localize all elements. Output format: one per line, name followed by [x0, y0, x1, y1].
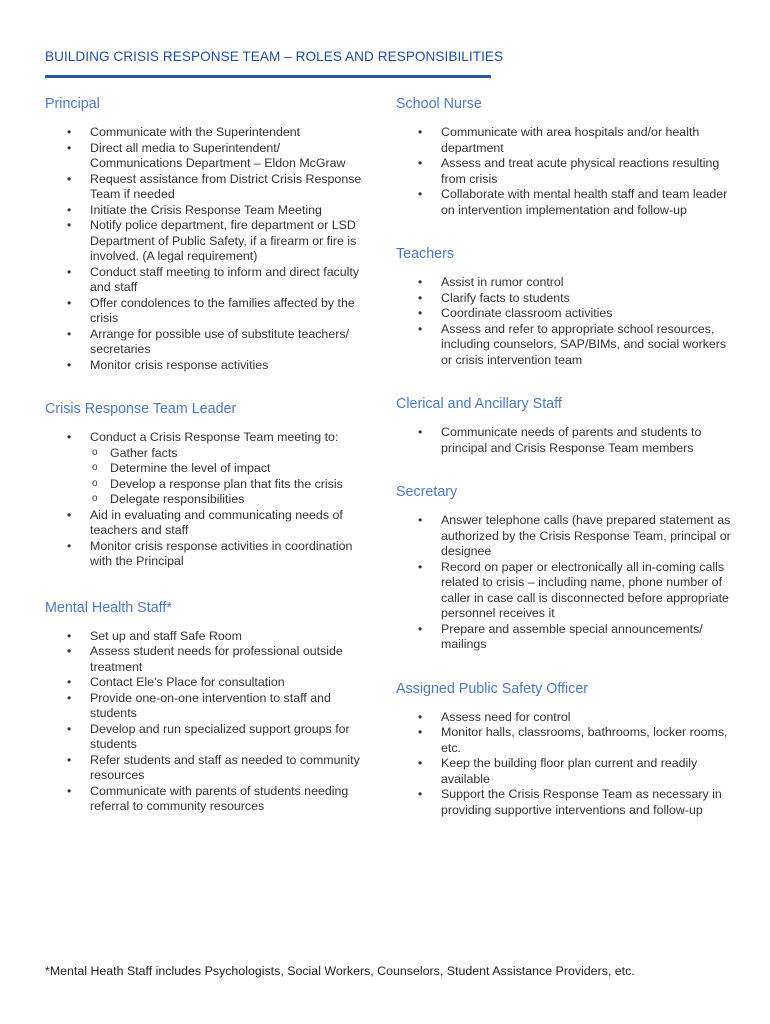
list-item: • Monitor crisis response activities in coordination with the Principal	[45, 539, 375, 570]
list-item: • Aid in evaluating and communicating needs of teachers and staff	[45, 508, 375, 539]
list-item: • Record on paper or electronically all in-coming calls related to crisis – including name, phone number of caller in case call is disconnected before appropriate personnel receives it	[396, 560, 736, 622]
teachers-heading: Teachers	[396, 246, 455, 262]
clerical-heading: Clerical and Ancillary Staff	[396, 396, 562, 412]
title-underline	[45, 75, 491, 78]
list-item: • Develop and run specialized support groups for students	[45, 722, 375, 753]
list-item: • Offer condolences to the families affected by the crisis	[45, 296, 375, 327]
list-item: • Coordinate classroom activities	[396, 306, 736, 322]
list-item: • Assess and treat acute physical reactions resulting from crisis	[396, 156, 736, 187]
secretary-section	[396, 482, 736, 653]
right-column	[396, 94, 736, 818]
list-item	[45, 430, 375, 508]
clerical-section	[396, 394, 736, 456]
list-item: • Assist in rumor control	[396, 275, 736, 291]
left-column	[45, 94, 375, 815]
list-item: • Provide one-on-one intervention to staff and students	[45, 691, 375, 722]
team-leader-heading: Crisis Response Team Leader	[45, 401, 237, 417]
sub-list-item: o Develop a response plan that fits the crisis	[90, 477, 375, 493]
principal-heading: Principal	[45, 96, 100, 112]
list-item: • Arrange for possible use of substitute teachers/ secretaries	[45, 327, 375, 358]
sub-list-item: o Determine the level of impact	[90, 461, 375, 477]
sub-list	[90, 446, 375, 508]
mental-health-section	[45, 598, 375, 815]
list-item: • Prepare and assemble special announcements/ mailings	[396, 622, 736, 653]
public-safety-heading: Assigned Public Safety Officer	[396, 680, 589, 697]
list-item: • Answer telephone calls (have prepared statement as authorized by the Crisis Response Team, principal or designee	[396, 513, 736, 560]
sub-list-item: o Gather facts	[90, 446, 375, 462]
list-item: • Communicate with the Superintendent	[45, 125, 375, 141]
principal-list	[45, 125, 375, 373]
list-item: • Assess student needs for professional outside treatment	[45, 644, 375, 675]
list-item: • Communicate needs of parents and students to principal and Crisis Response Team members	[396, 425, 736, 456]
list-item-text: Conduct a Crisis Response Team meeting to:	[90, 430, 339, 444]
list-item: • Contact Ele’s Place for consultation	[45, 675, 375, 691]
team-leader-list	[45, 430, 375, 570]
school-nurse-list	[396, 125, 736, 218]
list-item: • Set up and staff Safe Room	[45, 629, 375, 645]
list-item: • Keep the building floor plan current and readily available	[396, 756, 736, 787]
list-item: • Direct all media to Superintendent/ Communications Department – Eldon McGraw	[45, 141, 375, 172]
teachers-list	[396, 275, 736, 368]
public-safety-section	[396, 679, 736, 819]
list-item: • Communicate with area hospitals and/or health department	[396, 125, 736, 156]
principal-section	[45, 94, 375, 373]
list-item: • Assess need for control	[396, 710, 736, 726]
list-item: • Refer students and staff as needed to community resources	[45, 753, 375, 784]
teachers-section	[396, 244, 736, 368]
list-item: • Notify police department, fire department or LSD Department of Public Safety, if a firearm or fire is involved. (A legal requirement)	[45, 218, 375, 265]
school-nurse-section	[396, 94, 736, 218]
school-nurse-heading: School Nurse	[396, 96, 482, 112]
public-safety-list	[396, 710, 736, 819]
secretary-list	[396, 513, 736, 653]
list-item: • Assess and refer to appropriate school resources, including counselors, SAP/BIMs, and social workers or crisis intervention team	[396, 322, 736, 369]
list-item: • Conduct staff meeting to inform and direct faculty and staff	[45, 265, 375, 296]
clerical-list	[396, 425, 736, 456]
list-item: • Monitor halls, classrooms, bathrooms, locker rooms, etc.	[396, 725, 736, 756]
footnote: *Mental Heath Staff includes Psychologists, Social Workers, Counselors, Student Assistance Providers, etc.	[45, 964, 635, 978]
list-item: • Collaborate with mental health staff and team leader on intervention implementation and follow-up	[396, 187, 736, 218]
secretary-heading: Secretary	[396, 484, 458, 500]
list-item: • Initiate the Crisis Response Team Meeting	[45, 203, 375, 219]
mental-health-heading: Mental Health Staff*	[45, 599, 172, 616]
list-item: • Clarify facts to students	[396, 291, 736, 307]
document-title: BUILDING CRISIS RESPONSE TEAM – ROLES AND RESPONSIBILITIES	[45, 49, 504, 64]
team-leader-section	[45, 399, 375, 570]
list-item: • Support the Crisis Response Team as necessary in providing supportive interventions and follow-up	[396, 787, 736, 818]
list-item: • Monitor crisis response activities	[45, 358, 375, 374]
mental-health-list	[45, 629, 375, 815]
sub-list-item: o Delegate responsibilities	[90, 492, 375, 508]
list-item: • Communicate with parents of students needing referral to community resources	[45, 784, 375, 815]
list-item: • Request assistance from District Crisis Response Team if needed	[45, 172, 375, 203]
